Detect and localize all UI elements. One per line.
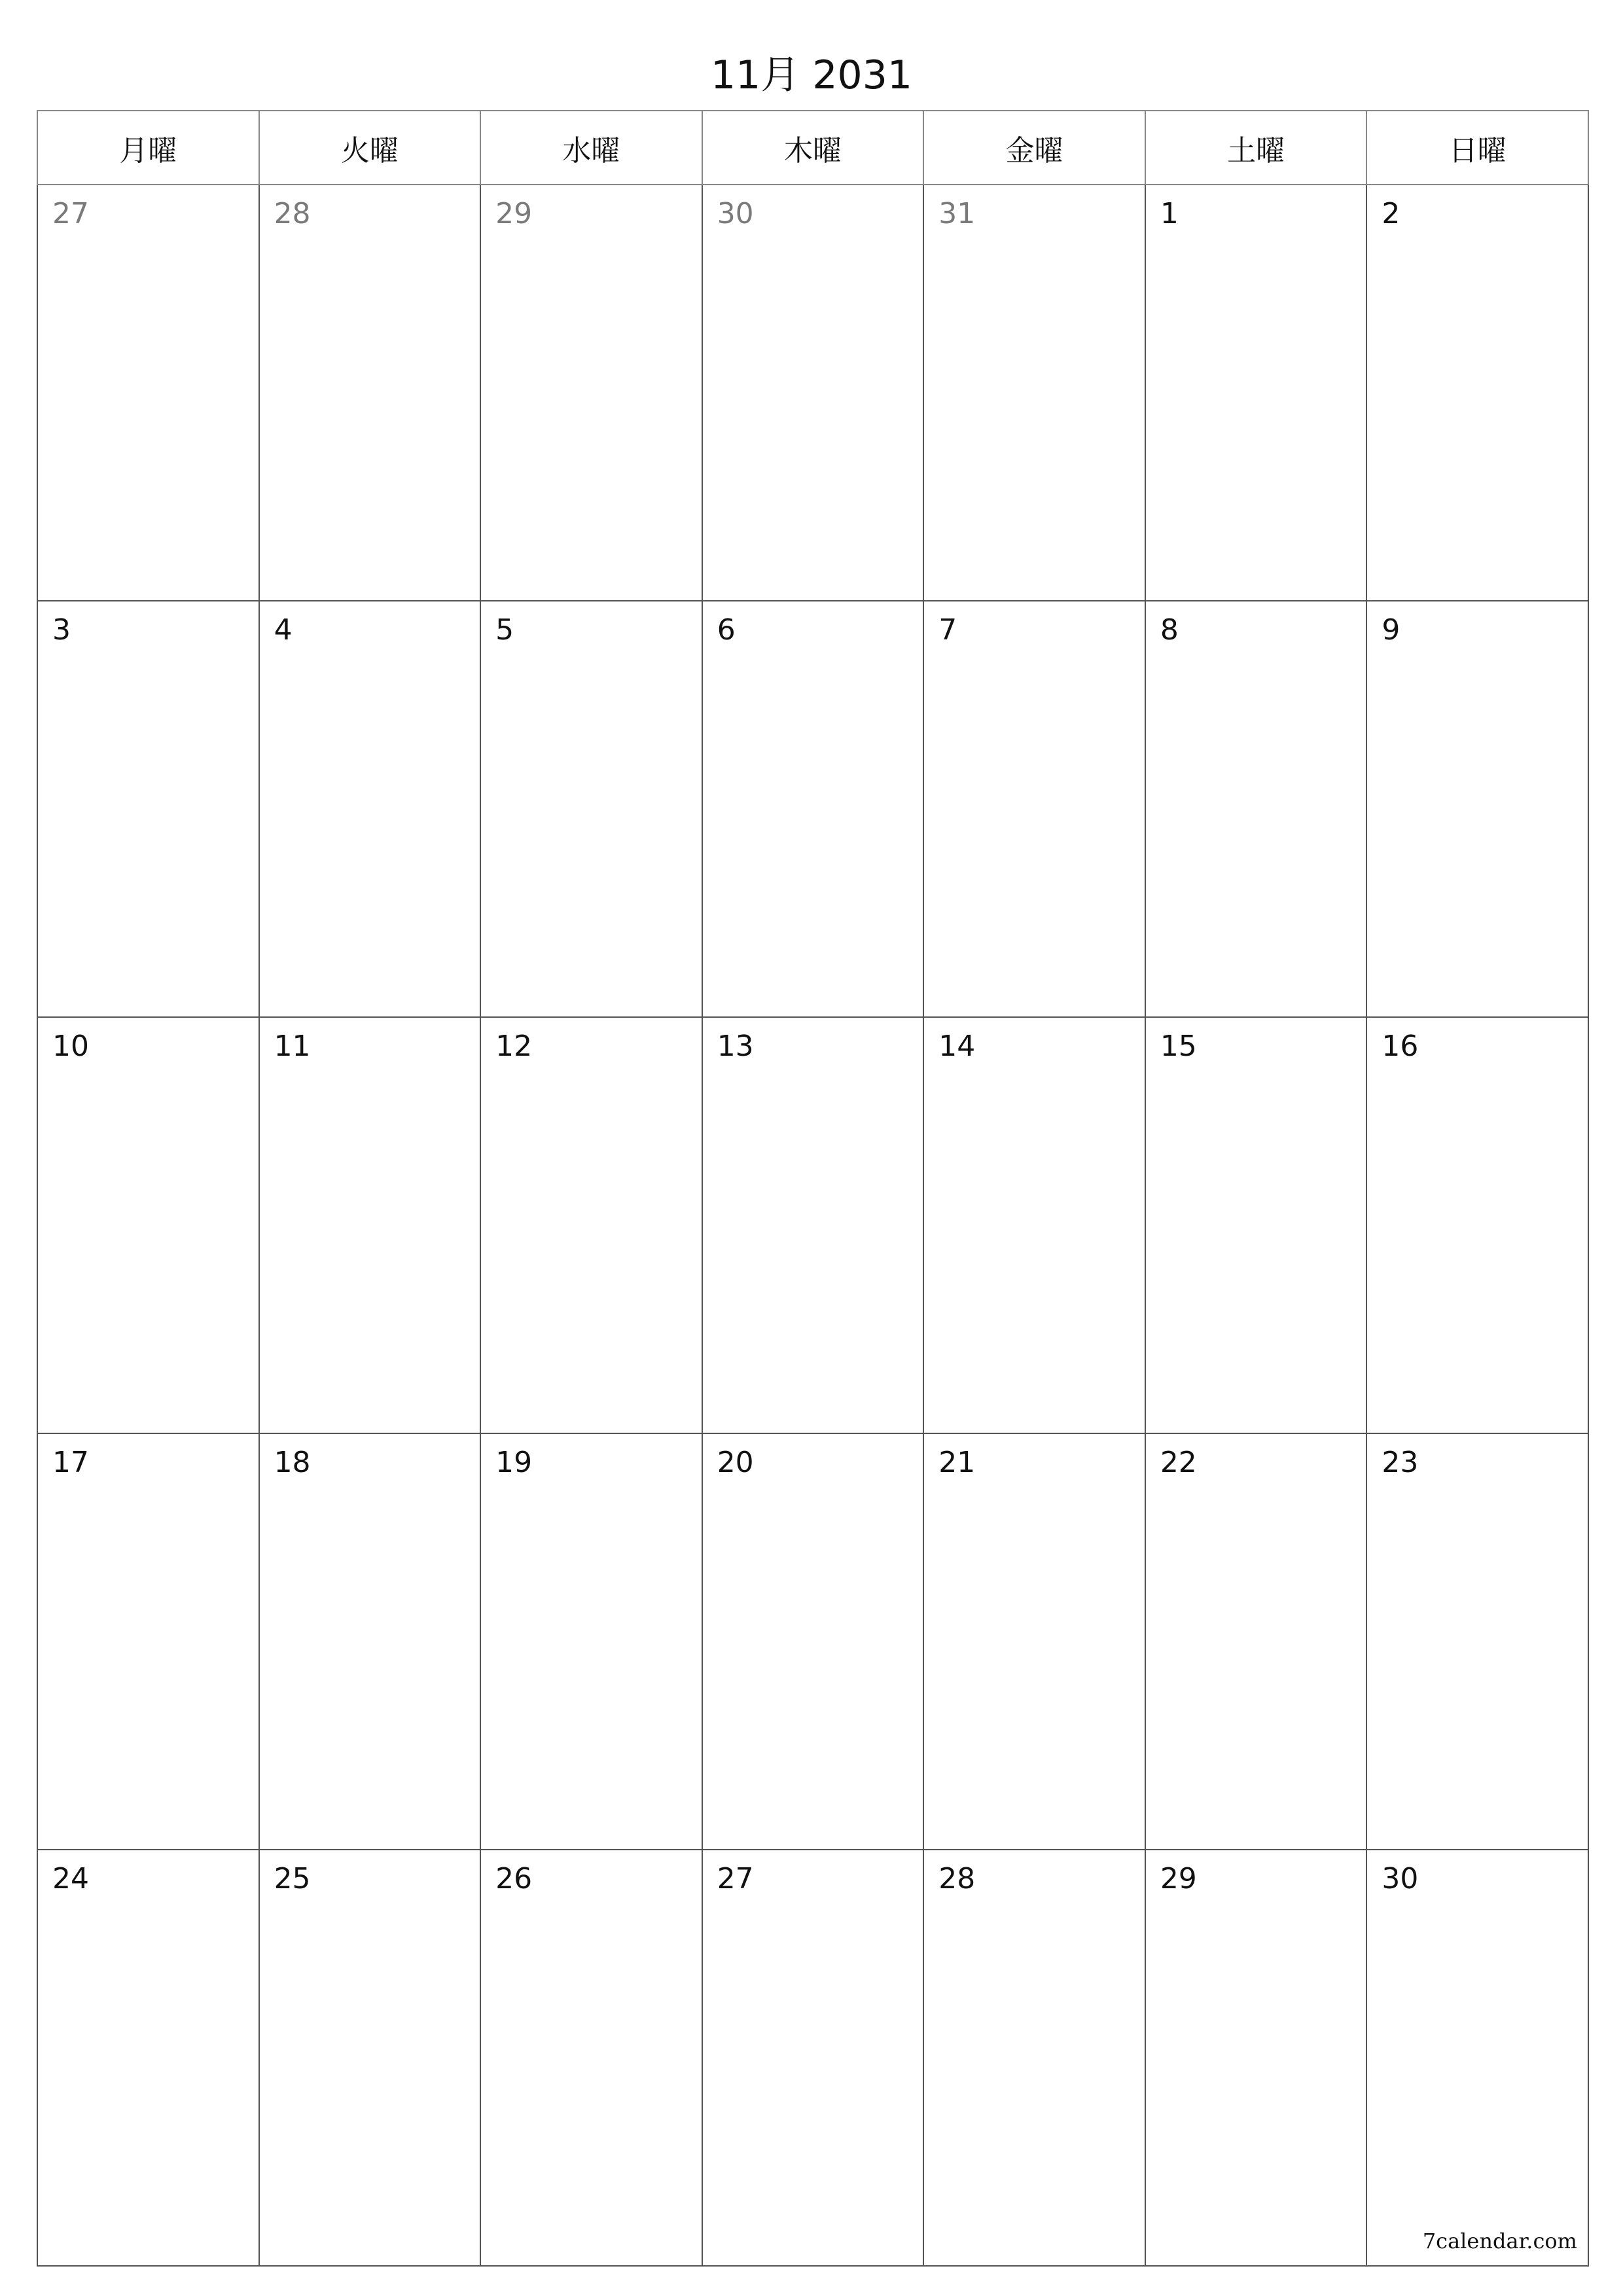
day-cell: [1145, 601, 1367, 1017]
day-cell: [37, 601, 259, 1017]
weekday-header-thu: 木曜: [702, 111, 924, 185]
day-cell: [702, 185, 924, 601]
day-number: 24: [52, 1862, 89, 1895]
day-cell: [259, 1433, 481, 1850]
day-number: 22: [1160, 1446, 1197, 1479]
day-cell: [259, 185, 481, 601]
day-cell: [37, 1017, 259, 1433]
day-cell: [702, 1017, 924, 1433]
day-number: 29: [495, 197, 533, 230]
weekday-header-tue: 火曜: [259, 111, 481, 185]
day-cell: [480, 185, 702, 601]
week-row: [37, 601, 1588, 1017]
day-number: 21: [938, 1446, 976, 1479]
week-row: [37, 1433, 1588, 1850]
weekday-header-sun: 日曜: [1366, 111, 1588, 185]
day-cell: [702, 1850, 924, 2266]
day-number: 27: [52, 197, 89, 230]
footer-site-credit: 7calendar.com: [1422, 2229, 1577, 2253]
day-number: 2: [1382, 197, 1400, 230]
day-cell: [37, 185, 259, 601]
day-number: 14: [938, 1030, 976, 1063]
day-number: 16: [1382, 1030, 1419, 1063]
day-number: 30: [1382, 1862, 1419, 1895]
day-number: 17: [52, 1446, 89, 1479]
day-cell: [923, 601, 1145, 1017]
day-number: 23: [1382, 1446, 1419, 1479]
day-number: 26: [495, 1862, 533, 1895]
day-number: 6: [717, 613, 736, 647]
day-number: 18: [274, 1446, 311, 1479]
day-number: 1: [1160, 197, 1179, 230]
day-number: 19: [495, 1446, 533, 1479]
day-number: 25: [274, 1862, 311, 1895]
day-cell: [37, 1850, 259, 2266]
day-cell: [923, 1433, 1145, 1850]
day-number: 9: [1382, 613, 1400, 647]
day-number: 5: [495, 613, 514, 647]
day-cell: [1145, 185, 1367, 601]
day-cell: [923, 185, 1145, 601]
day-cell: [923, 1017, 1145, 1433]
day-cell: [259, 601, 481, 1017]
week-row: [37, 1017, 1588, 1433]
day-number: 12: [495, 1030, 533, 1063]
calendar-title: 11月 2031: [710, 52, 913, 98]
day-number: 7: [938, 613, 957, 647]
day-cell: [923, 1850, 1145, 2266]
day-cell: [480, 1850, 702, 2266]
day-number: 28: [938, 1862, 976, 1895]
day-number: 29: [1160, 1862, 1197, 1895]
day-cell: [37, 1433, 259, 1850]
day-cell: [480, 1433, 702, 1850]
day-number: 20: [717, 1446, 754, 1479]
day-number: 28: [274, 197, 311, 230]
day-cell: [1145, 1850, 1367, 2266]
day-number: 10: [52, 1030, 89, 1063]
day-number: 3: [52, 613, 71, 647]
day-cell: [1366, 1017, 1588, 1433]
day-cell: [1145, 1433, 1367, 1850]
day-cell: [702, 601, 924, 1017]
day-cell: [259, 1017, 481, 1433]
calendar-grid: [37, 110, 1589, 2267]
weekday-header-wed: 水曜: [480, 111, 702, 185]
day-cell: [1366, 185, 1588, 601]
day-cell: [1366, 1850, 1588, 2266]
weekday-header-sat: 土曜: [1145, 111, 1367, 185]
weekday-header-fri: 金曜: [923, 111, 1145, 185]
day-cell: [480, 601, 702, 1017]
day-cell: [259, 1850, 481, 2266]
day-cell: [1366, 601, 1588, 1017]
week-row: [37, 1850, 1588, 2266]
day-number: 30: [717, 197, 754, 230]
day-cell: [480, 1017, 702, 1433]
weekday-header-mon: 月曜: [37, 111, 259, 185]
calendar-body: [37, 185, 1588, 2266]
day-cell: [1145, 1017, 1367, 1433]
day-number: 27: [717, 1862, 754, 1895]
week-row: [37, 185, 1588, 601]
day-cell: [1366, 1433, 1588, 1850]
day-number: 13: [717, 1030, 754, 1063]
day-cell: [702, 1433, 924, 1850]
day-number: 15: [1160, 1030, 1197, 1063]
weekday-header-row: [37, 111, 1588, 185]
day-number: 31: [938, 197, 976, 230]
day-number: 4: [274, 613, 293, 647]
day-number: 11: [274, 1030, 311, 1063]
day-number: 8: [1160, 613, 1179, 647]
